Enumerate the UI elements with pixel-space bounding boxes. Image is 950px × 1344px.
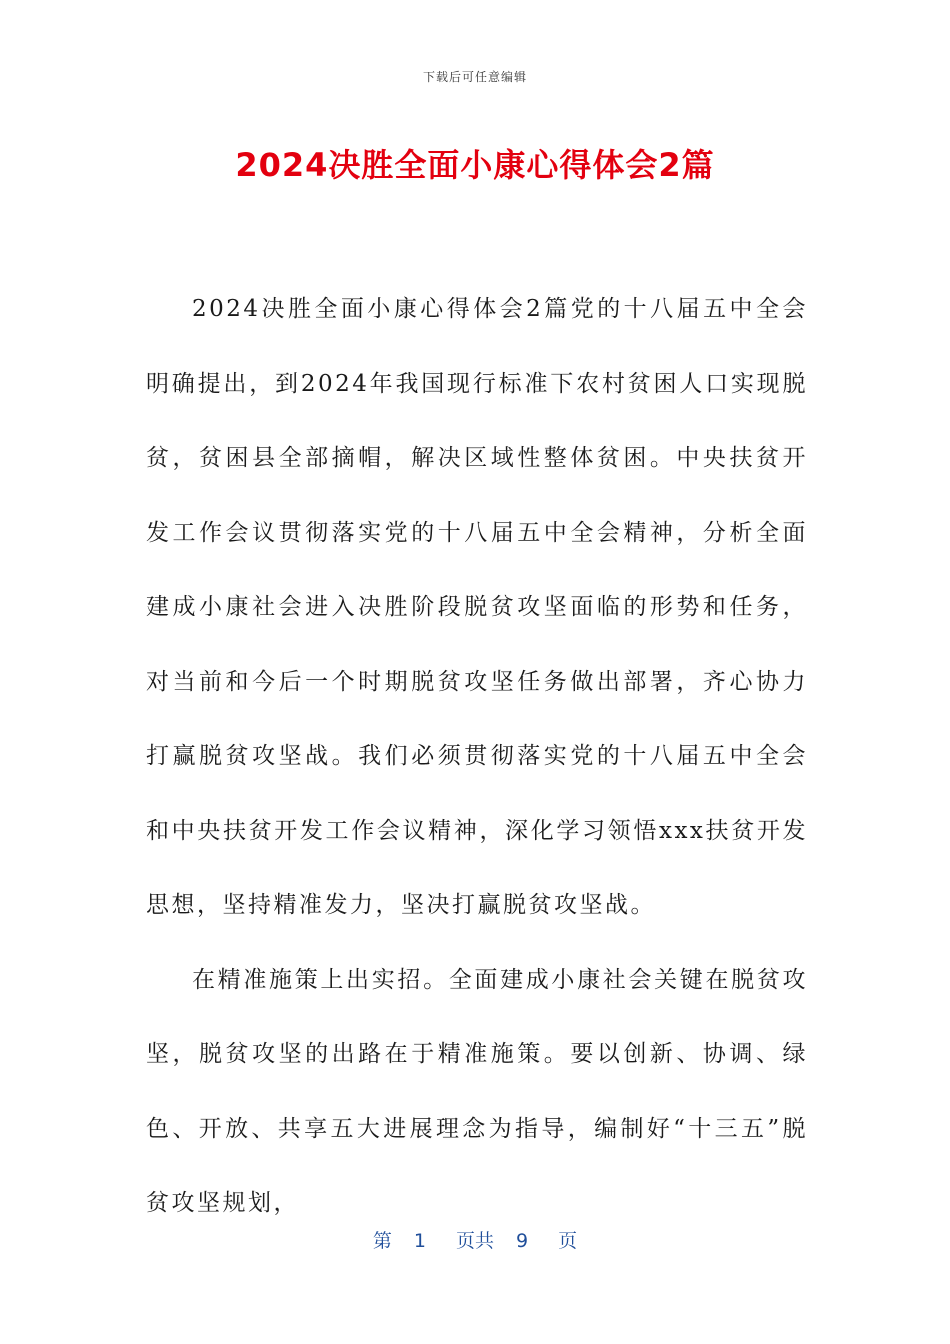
footer-end-label: 页 bbox=[558, 1230, 578, 1252]
header-note: 下载后可任意编辑 bbox=[422, 70, 527, 84]
footer-page-label: 第 bbox=[372, 1230, 392, 1252]
footer-of-label: 页共 bbox=[455, 1230, 494, 1252]
page-footer bbox=[0, 1226, 950, 1253]
paragraph: 2024决胜全面小康心得体会2篇党的十八届五中全会明确提出，到2024年我国现行标准下农村贫困人口实现脱贫，贫困县全部摘帽，解决区域性整体贫困。中央扶贫开发工作会议贯彻落实党的十八届五中全会精神，分析全面建成小康社会进入决胜阶段脱贫攻坚面临的形势和任务，对当前和今后一个时期脱贫攻坚任务做出部署，齐心协力打赢脱贫攻坚战。我们必须贯彻落实党的十八届五中全会和中央扶贫开发工作会议精神，深化学习领悟xxx扶贫开发思想，坚持精准发力，坚决打赢脱贫攻坚战。 bbox=[146, 296, 808, 918]
paragraph: 在精准施策上出实招。全面建成小康社会关键在脱贫攻坚，脱贫攻坚的出路在于精准施策。要以创新、协调、绿色、开放、共享五大进展理念为指导，编制好“十三五”脱贫攻坚规划， bbox=[146, 966, 808, 1216]
document-title: 2024决胜全面小康心得体会2篇 bbox=[235, 146, 715, 184]
footer-current-page: 1 bbox=[413, 1230, 426, 1252]
document-body bbox=[146, 272, 808, 1241]
footer-total-pages: 9 bbox=[516, 1230, 529, 1252]
